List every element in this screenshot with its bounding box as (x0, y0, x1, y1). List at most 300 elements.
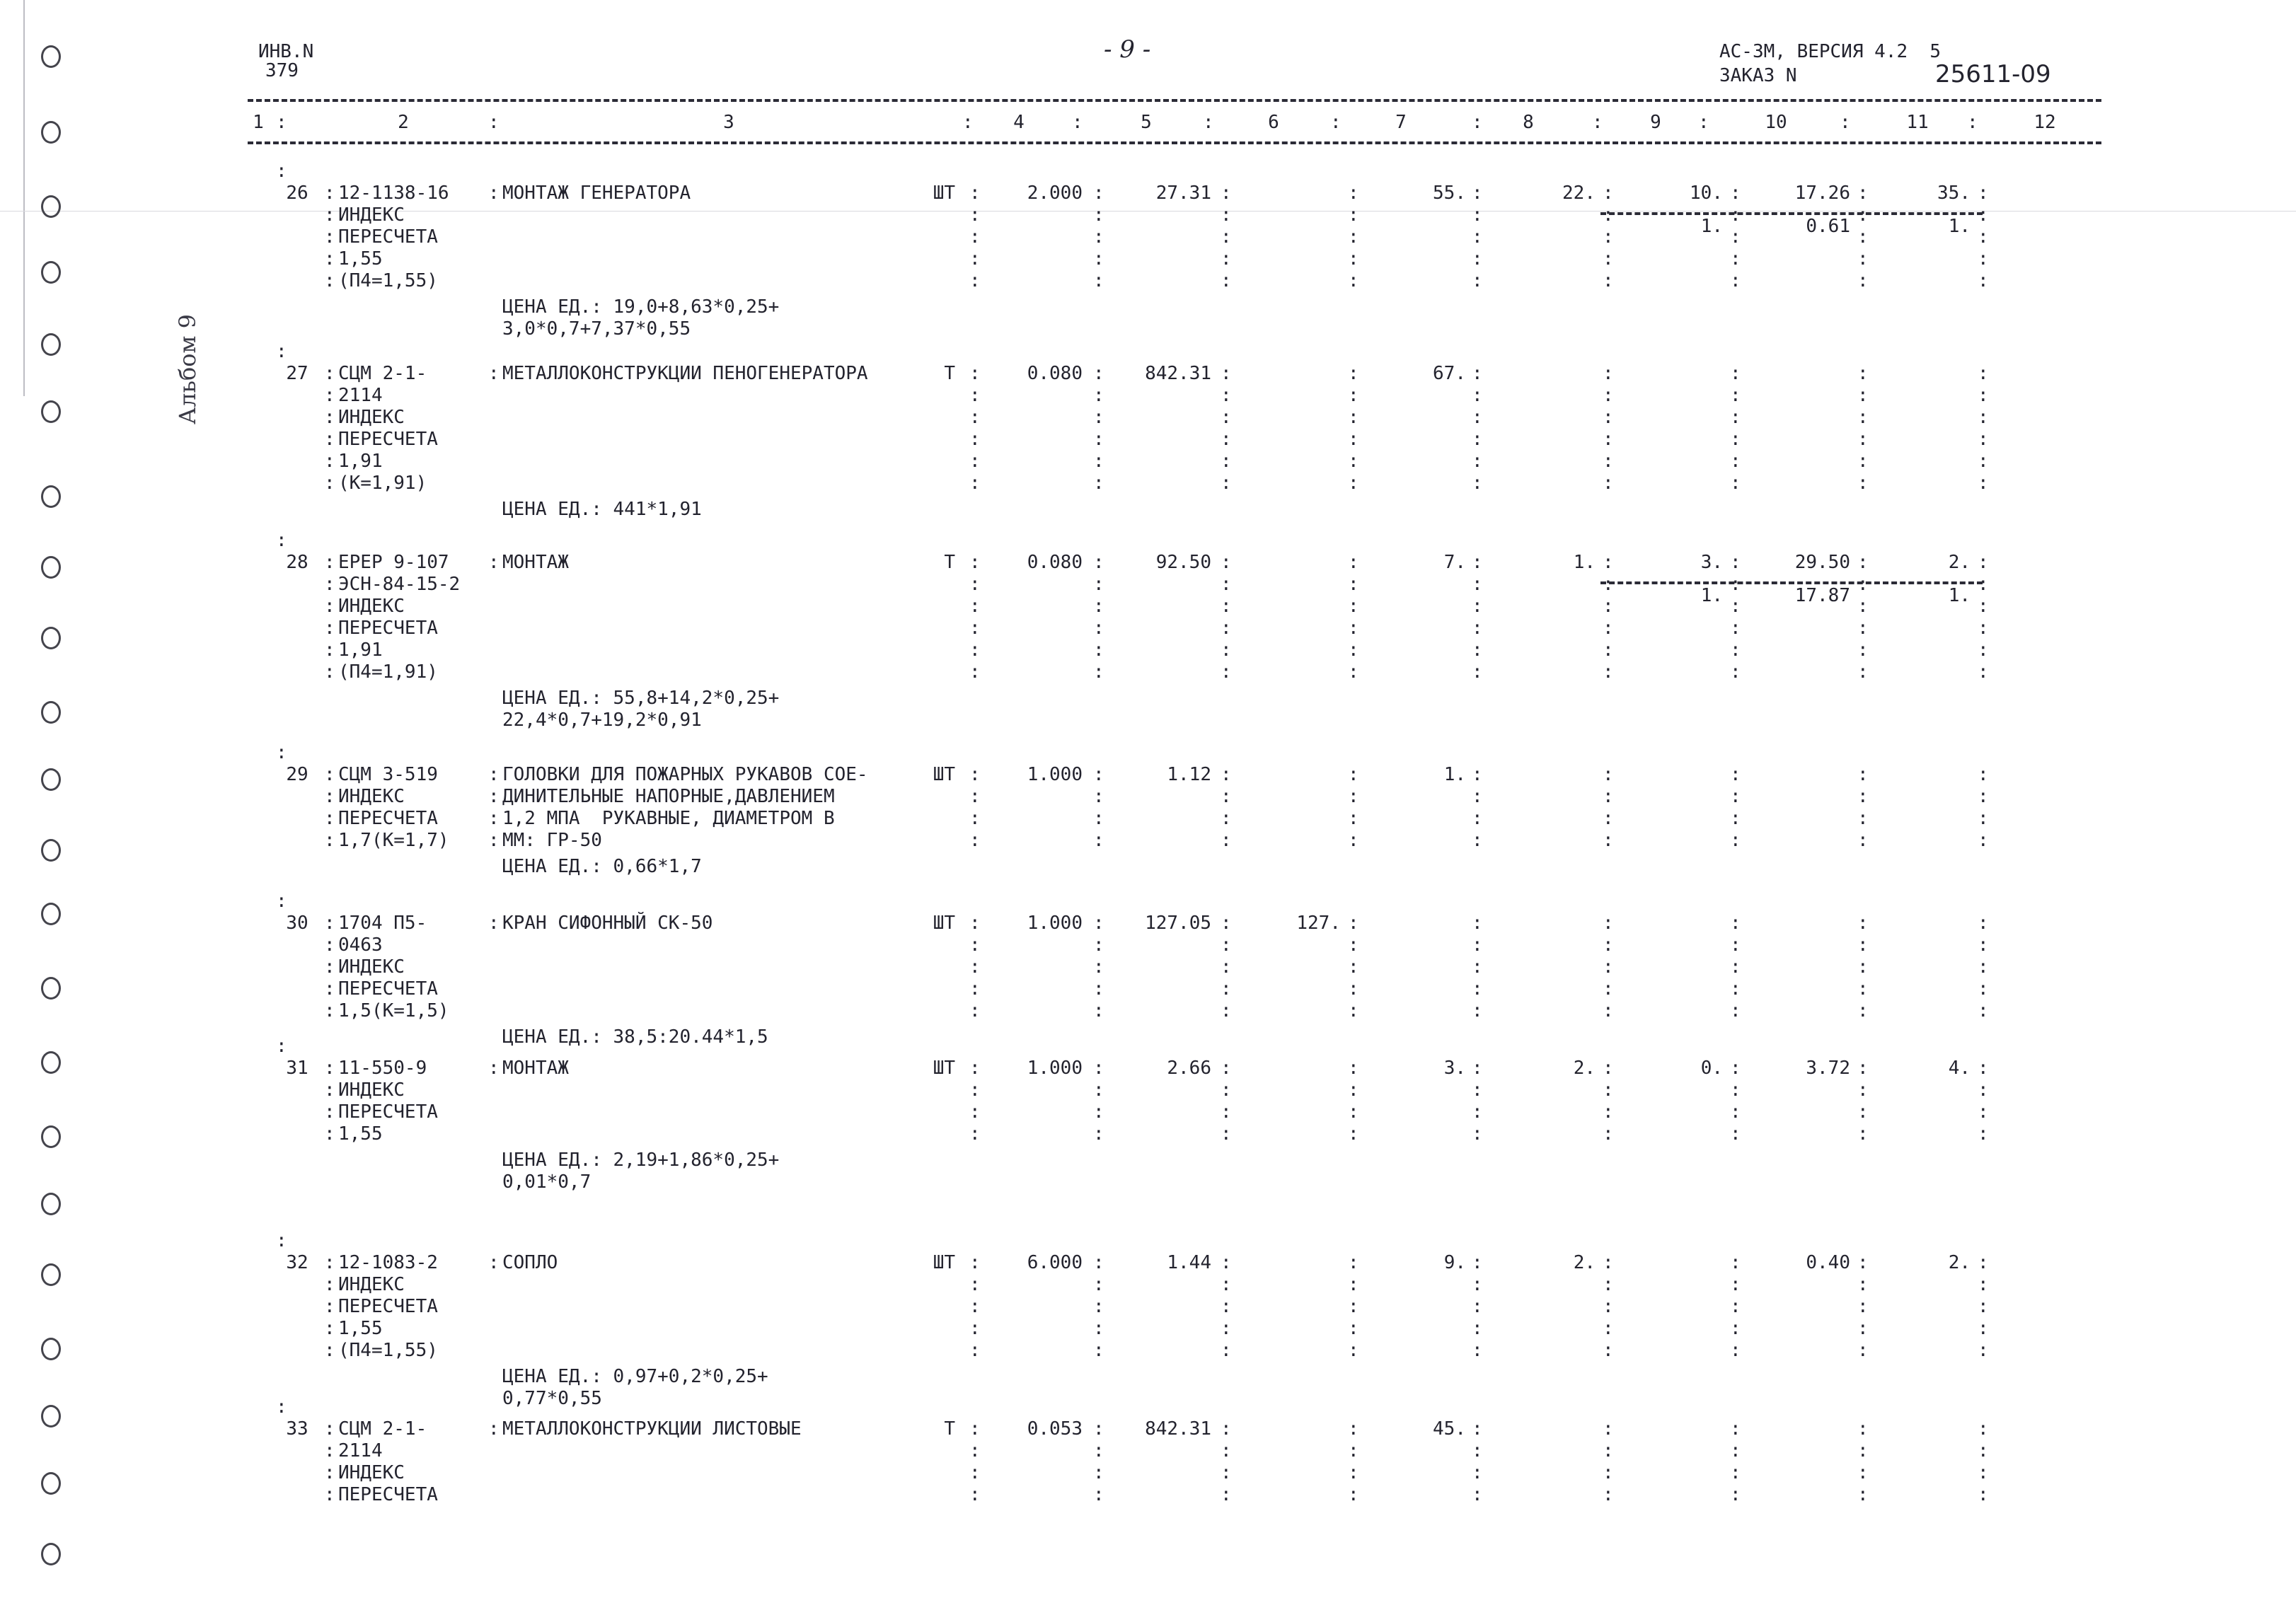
column-separator: : (1093, 1318, 1104, 1339)
punch-hole (41, 839, 61, 862)
column-separator: : (969, 552, 981, 573)
column-separator: : (1472, 270, 1483, 291)
column-separator: : (1472, 385, 1483, 406)
column-separator: : (1857, 1440, 1869, 1461)
column-separator: : (1730, 473, 1741, 494)
column-number-header: 12 (2033, 112, 2056, 133)
column-separator: : (1221, 978, 1232, 1000)
row-code-detail: ПЕРЕСЧЕТА (338, 808, 438, 829)
row-name: СОПЛО (502, 1252, 558, 1273)
row-unit: ШТ (933, 183, 955, 204)
column-separator: : (1603, 1462, 1614, 1483)
row-code-detail: (П4=1,91) (338, 661, 438, 683)
column-separator: : (324, 596, 335, 617)
column-separator: : (1093, 204, 1104, 226)
row-column-11: 2. (1948, 1252, 1971, 1273)
column-number-header: 4 (1013, 112, 1025, 133)
punch-hole (41, 1543, 61, 1565)
column-separator: : (1093, 183, 1104, 204)
row-code-detail: ПЕРЕСЧЕТА (338, 1101, 438, 1123)
column-separator: : (1221, 407, 1232, 428)
row-code: СЦМ 3-519 (338, 764, 438, 785)
column-separator: : (969, 913, 981, 934)
column-separator: : (1857, 618, 1869, 639)
column-separator: : (1348, 661, 1359, 683)
row-code-detail: ИНДЕКС (338, 1274, 405, 1295)
column-separator: : (1472, 808, 1483, 829)
row-code-detail: ИНДЕКС (338, 596, 405, 617)
column-separator: : (1730, 1418, 1741, 1440)
column-separator: : (1978, 363, 1989, 384)
row-code-detail: ИНДЕКС (338, 407, 405, 428)
column-separator: : (1603, 363, 1614, 384)
column-separator: : (1730, 1484, 1741, 1505)
column-separator: : (324, 226, 335, 248)
column-separator: : (1472, 473, 1483, 494)
column-separator: : (1978, 204, 1989, 226)
row-name: ГОЛОВКИ ДЛЯ ПОЖАРНЫХ РУКАВОВ СОЕ- (502, 764, 868, 785)
column-separator: : (1730, 1000, 1741, 1021)
column-separator: : (969, 1000, 981, 1021)
column-separator: : (1221, 429, 1232, 450)
row-name: ММ: ГР-50 (502, 830, 602, 851)
column-separator: : (324, 786, 335, 807)
column-separator: : (1093, 913, 1104, 934)
column-separator: : (1603, 1274, 1614, 1295)
row-unit-price: 1.12 (1167, 764, 1211, 785)
row-price-note: 0,77*0,55 (502, 1388, 602, 1409)
row-code-detail: ИНДЕКС (338, 786, 405, 807)
column-separator: : (1603, 1296, 1614, 1317)
row-unit-price: 127.05 (1145, 913, 1211, 934)
column-separator: : (1603, 956, 1614, 978)
row-column-7: 67. (1433, 363, 1466, 384)
column-separator: : (969, 1274, 981, 1295)
row-quantity: 0.080 (1027, 363, 1083, 384)
column-separator: : (1093, 786, 1104, 807)
column-separator: : (1603, 385, 1614, 406)
column-separator: : (1730, 1058, 1741, 1079)
column-separator: : (1967, 112, 1978, 133)
column-separator: : (324, 808, 335, 829)
column-separator: : (1978, 1296, 1989, 1317)
column-separator: : (1857, 183, 1869, 204)
column-separator: : (1348, 1418, 1359, 1440)
column-separator: : (1093, 978, 1104, 1000)
row-column-7: 7. (1443, 552, 1466, 573)
column-separator: : (1978, 385, 1989, 406)
row-separator: : (276, 1036, 287, 1057)
column-separator: : (1603, 1058, 1614, 1079)
column-separator: : (1093, 473, 1104, 494)
row-code-detail: 1,55 (338, 1318, 383, 1339)
column-separator: : (1857, 1484, 1869, 1505)
column-separator: : (1348, 363, 1359, 384)
column-number-header: 7 (1395, 112, 1407, 133)
column-separator: : (1603, 596, 1614, 617)
punch-hole (41, 400, 61, 423)
column-separator: : (1221, 1101, 1232, 1123)
column-separator: : (1472, 407, 1483, 428)
row-unit: Т (944, 363, 955, 384)
column-separator: : (1348, 1274, 1359, 1295)
row-price-note: 3,0*0,7+7,37*0,55 (502, 318, 691, 340)
column-separator: : (1472, 1418, 1483, 1440)
column-separator: : (969, 429, 981, 450)
column-separator: : (1603, 618, 1614, 639)
column-separator: : (1978, 1101, 1989, 1123)
column-separator: : (1978, 473, 1989, 494)
punch-hole (41, 701, 61, 724)
punch-hole (41, 556, 61, 579)
row-unit-price: 92.50 (1155, 552, 1211, 573)
column-separator: : (324, 1123, 335, 1145)
column-separator: : (1221, 1418, 1232, 1440)
row-column-9: 10. (1690, 183, 1723, 204)
column-separator: : (1978, 978, 1989, 1000)
column-separator: : (1348, 639, 1359, 661)
row-price-note: ЦЕНА ЕД.: 0,66*1,7 (502, 856, 702, 877)
punch-hole (41, 1193, 61, 1215)
column-separator: : (324, 1484, 335, 1505)
column-separator: : (1730, 552, 1741, 573)
column-separator: : (1221, 786, 1232, 807)
column-separator: : (1840, 112, 1851, 133)
column-separator: : (1072, 112, 1083, 133)
row-code-detail: 1,91 (338, 639, 383, 661)
row-column-7: 55. (1433, 183, 1466, 204)
punch-hole (41, 121, 61, 144)
column-separator: : (969, 764, 981, 785)
column-separator: : (1472, 574, 1483, 595)
column-separator: : (488, 112, 500, 133)
column-separator: : (1348, 978, 1359, 1000)
column-separator: : (1472, 786, 1483, 807)
column-separator: : (324, 1318, 335, 1339)
column-separator: : (1730, 786, 1741, 807)
row-unit: Т (944, 1418, 955, 1440)
column-separator: : (1730, 385, 1741, 406)
column-separator: : (1978, 1123, 1989, 1145)
column-separator: : (969, 1318, 981, 1339)
column-separator: : (1730, 956, 1741, 978)
column-separator: : (1093, 552, 1104, 573)
column-separator: : (1221, 473, 1232, 494)
column-separator: : (1978, 639, 1989, 661)
column-separator: : (1093, 1340, 1104, 1361)
column-separator: : (1730, 1340, 1741, 1361)
column-separator: : (1348, 934, 1359, 956)
column-separator: : (1221, 1340, 1232, 1361)
column-separator: : (1472, 1123, 1483, 1145)
column-separator: : (969, 363, 981, 384)
column-separator: : (1978, 1000, 1989, 1021)
column-separator: : (1472, 1274, 1483, 1295)
row-quantity: 6.000 (1027, 1252, 1083, 1273)
row-price-note: ЦЕНА ЕД.: 2,19+1,86*0,25+ (502, 1150, 780, 1171)
column-separator: : (1348, 204, 1359, 226)
column-separator: : (1730, 1462, 1741, 1483)
column-separator: : (1221, 270, 1232, 291)
column-separator: : (1472, 639, 1483, 661)
row-separator: : (276, 161, 287, 182)
column-separator: : (324, 934, 335, 956)
row-code: 11-550-9 (338, 1058, 427, 1079)
column-number-header: 5 (1141, 112, 1152, 133)
column-number-header: 11 (1906, 112, 1929, 133)
column-separator: : (1730, 451, 1741, 472)
column-separator: : (1348, 830, 1359, 851)
column-separator: : (1857, 574, 1869, 595)
row-quantity: 1.000 (1027, 913, 1083, 934)
column-separator: : (1093, 1440, 1104, 1461)
column-separator: : (1730, 830, 1741, 851)
column-separator: : (1472, 1462, 1483, 1483)
column-separator: : (1978, 764, 1989, 785)
column-separator: : (1348, 473, 1359, 494)
column-separator: : (324, 473, 335, 494)
row-code-detail: ПЕРЕСЧЕТА (338, 618, 438, 639)
column-separator: : (969, 1101, 981, 1123)
dashed-rule (248, 99, 2101, 102)
column-separator: : (1857, 956, 1869, 978)
column-separator: : (1472, 913, 1483, 934)
row-code: 12-1138-16 (338, 183, 449, 204)
row-quantity: 1.000 (1027, 1058, 1083, 1079)
column-separator: : (962, 112, 974, 133)
column-separator: : (1603, 913, 1614, 934)
order-label: ЗАКАЗ N (1719, 65, 1797, 86)
row-column-9: 0. (1700, 1058, 1723, 1079)
column-separator: : (324, 1340, 335, 1361)
column-separator: : (1221, 618, 1232, 639)
row-name: ДИНИТЕЛЬНЫЕ НАПОРНЫЕ,ДАВЛЕНИЕМ (502, 786, 835, 807)
column-separator: : (969, 473, 981, 494)
column-separator: : (1472, 830, 1483, 851)
column-separator: : (1221, 226, 1232, 248)
column-separator: : (1093, 1123, 1104, 1145)
column-separator: : (969, 661, 981, 683)
column-separator: : (1093, 764, 1104, 785)
column-separator: : (1221, 1484, 1232, 1505)
row-code-detail: 0463 (338, 934, 383, 956)
row-name: МЕТАЛЛОКОНСТРУКЦИИ ЛИСТОВЫЕ (502, 1418, 802, 1440)
column-separator: : (488, 913, 500, 934)
punch-hole (41, 1405, 61, 1428)
row-price-note: ЦЕНА ЕД.: 441*1,91 (502, 499, 702, 520)
column-separator: : (1857, 764, 1869, 785)
column-separator: : (1348, 552, 1359, 573)
column-separator: : (1730, 1123, 1741, 1145)
column-separator: : (324, 1058, 335, 1079)
column-separator: : (324, 363, 335, 384)
column-separator: : (1093, 270, 1104, 291)
column-separator: : (324, 661, 335, 683)
column-separator: : (488, 552, 500, 573)
dashed-rule (1600, 212, 1983, 215)
column-separator: : (1472, 1484, 1483, 1505)
row-column-9-sub: 1. (1700, 585, 1723, 606)
column-separator: : (1978, 1274, 1989, 1295)
column-separator: : (1857, 596, 1869, 617)
column-separator: : (1978, 1462, 1989, 1483)
row-number: 28 (286, 552, 308, 573)
column-separator: : (1730, 407, 1741, 428)
row-column-11: 4. (1948, 1058, 1971, 1079)
column-separator: : (969, 226, 981, 248)
column-separator: : (1730, 204, 1741, 226)
row-code: СЦМ 2-1- (338, 1418, 427, 1440)
punch-hole (41, 1472, 61, 1495)
column-separator: : (1221, 764, 1232, 785)
column-separator: : (1603, 473, 1614, 494)
column-separator: : (1857, 661, 1869, 683)
column-separator: : (276, 112, 287, 133)
column-separator: : (1093, 808, 1104, 829)
row-code-detail: 1,5(К=1,5) (338, 1000, 449, 1021)
column-separator: : (324, 1079, 335, 1101)
column-separator: : (1221, 830, 1232, 851)
row-name: МОНТАЖ (502, 1058, 569, 1079)
column-separator: : (969, 183, 981, 204)
column-separator: : (1978, 808, 1989, 829)
column-separator: : (324, 618, 335, 639)
column-separator: : (1730, 429, 1741, 450)
column-separator: : (1603, 270, 1614, 291)
column-separator: : (1472, 1000, 1483, 1021)
column-separator: : (1472, 1318, 1483, 1339)
column-separator: : (1978, 786, 1989, 807)
column-separator: : (1603, 183, 1614, 204)
row-name: МОНТАЖ (502, 552, 569, 573)
column-separator: : (1857, 808, 1869, 829)
row-price-note: ЦЕНА ЕД.: 38,5:20.44*1,5 (502, 1026, 768, 1048)
column-separator: : (324, 204, 335, 226)
column-separator: : (969, 1123, 981, 1145)
column-separator: : (1472, 451, 1483, 472)
column-separator: : (1221, 1274, 1232, 1295)
punch-hole (41, 903, 61, 925)
row-column-8: 1. (1573, 552, 1596, 573)
row-column-10-sub: 0.61 (1806, 216, 1850, 237)
row-code-detail: 2114 (338, 385, 383, 406)
column-separator: : (1221, 1462, 1232, 1483)
row-price-note: ЦЕНА ЕД.: 19,0+8,63*0,25+ (502, 296, 780, 318)
column-separator: : (1857, 363, 1869, 384)
column-separator: : (1603, 1318, 1614, 1339)
column-separator: : (324, 978, 335, 1000)
column-separator: : (324, 1296, 335, 1317)
row-code: ЕРЕР 9-107 (338, 552, 449, 573)
column-separator: : (1857, 1462, 1869, 1483)
column-separator: : (1093, 248, 1104, 270)
inventory-label: ИНВ.N (258, 41, 314, 62)
column-separator: : (1978, 956, 1989, 978)
row-unit-price: 27.31 (1155, 183, 1211, 204)
column-separator: : (1978, 407, 1989, 428)
column-separator: : (1348, 248, 1359, 270)
column-separator: : (1857, 1000, 1869, 1021)
row-code-detail: ПЕРЕСЧЕТА (338, 429, 438, 450)
column-separator: : (488, 830, 500, 851)
column-separator: : (1730, 183, 1741, 204)
column-separator: : (1472, 1079, 1483, 1101)
column-separator: : (1093, 1296, 1104, 1317)
column-separator: : (969, 618, 981, 639)
column-separator: : (1348, 385, 1359, 406)
row-name: МЕТАЛЛОКОНСТРУКЦИИ ПЕНОГЕНЕРАТОРА (502, 363, 868, 384)
column-separator: : (1348, 451, 1359, 472)
column-separator: : (1472, 596, 1483, 617)
row-unit: ШТ (933, 764, 955, 785)
column-separator: : (1603, 1000, 1614, 1021)
column-separator: : (1348, 1296, 1359, 1317)
column-separator: : (1093, 661, 1104, 683)
column-separator: : (1472, 248, 1483, 270)
punch-hole (41, 45, 61, 68)
column-separator: : (1730, 1296, 1741, 1317)
column-separator: : (1348, 1123, 1359, 1145)
row-column-10: 3.72 (1806, 1058, 1850, 1079)
column-separator: : (1221, 204, 1232, 226)
column-separator: : (324, 1462, 335, 1483)
order-number: 25611-09 (1935, 60, 2051, 88)
row-quantity: 0.053 (1027, 1418, 1083, 1440)
column-separator: : (1978, 1058, 1989, 1079)
dashed-rule (248, 141, 2101, 144)
row-column-10: 29.50 (1794, 552, 1850, 573)
column-separator: : (1472, 552, 1483, 573)
column-separator: : (1093, 956, 1104, 978)
column-separator: : (1603, 1252, 1614, 1273)
punch-hole (41, 1125, 61, 1148)
column-separator: : (324, 1418, 335, 1440)
column-separator: : (1978, 934, 1989, 956)
column-separator: : (1978, 661, 1989, 683)
punch-hole (41, 1263, 61, 1286)
column-separator: : (1348, 1101, 1359, 1123)
column-separator: : (1330, 112, 1342, 133)
column-number-header: 2 (398, 112, 409, 133)
column-separator: : (1221, 1079, 1232, 1101)
row-column-11-sub: 1. (1948, 216, 1971, 237)
row-code-detail: (П4=1,55) (338, 1340, 438, 1361)
column-separator: : (1472, 363, 1483, 384)
column-separator: : (969, 385, 981, 406)
row-code: 1704 П5- (338, 913, 427, 934)
column-separator: : (1093, 934, 1104, 956)
column-number-header: 6 (1268, 112, 1279, 133)
column-separator: : (488, 1058, 500, 1079)
column-separator: : (1221, 1252, 1232, 1273)
column-separator: : (1093, 407, 1104, 428)
column-separator: : (1730, 270, 1741, 291)
column-separator: : (1472, 204, 1483, 226)
column-separator: : (1348, 786, 1359, 807)
column-separator: : (1978, 248, 1989, 270)
column-separator: : (1978, 183, 1989, 204)
column-separator: : (1603, 204, 1614, 226)
column-separator: : (1603, 248, 1614, 270)
column-separator: : (1730, 639, 1741, 661)
row-column-9: 3. (1700, 552, 1723, 573)
row-separator: : (276, 891, 287, 912)
column-separator: : (1348, 1079, 1359, 1101)
column-separator: : (1472, 112, 1483, 133)
column-separator: : (1221, 1058, 1232, 1079)
column-separator: : (324, 639, 335, 661)
column-separator: : (1348, 1318, 1359, 1339)
